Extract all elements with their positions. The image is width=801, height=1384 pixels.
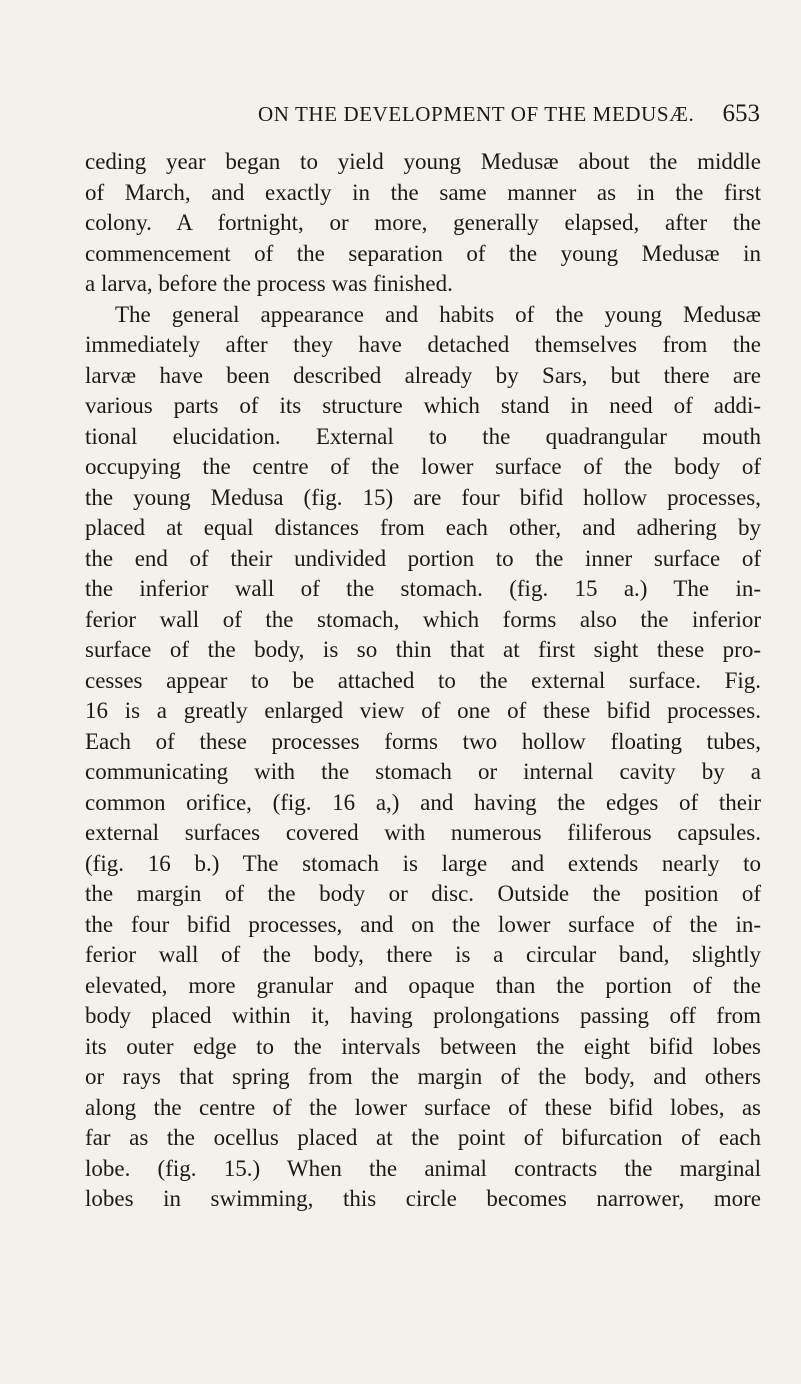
text-line: ferior wall of the body, there is a circular band, slightly <box>85 942 761 967</box>
text-line: tional elucidation. External to the quadrangular mouth <box>85 423 761 449</box>
text-line: lobes in swimming, this circle becomes narrower, more <box>85 1186 761 1211</box>
text-line: along the centre of the lower surface of these bifid lobes, as <box>85 1094 761 1120</box>
text-line: lobe. (fig. 15.) When the animal contracts the marginal <box>85 1155 761 1181</box>
text-line: its outer edge to the intervals between the eight bifid lobes <box>85 1033 761 1059</box>
text-line: the inferior wall of the stomach. (fig. 15 a.) The in- <box>85 576 761 601</box>
text-line: elevated, more granular and opaque than the portion of the <box>85 972 761 998</box>
text-line: Each of these processes forms two hollow floating tubes, <box>85 728 761 754</box>
page-number: 653 <box>722 100 760 127</box>
text-line: placed at equal distances from each other, and adhering by <box>85 515 761 540</box>
text-line: ferior wall of the stomach, which forms also the inferior <box>85 606 761 632</box>
body-text <box>85 147 761 1215</box>
text-line: of March, and exactly in the same manner as in the first <box>85 179 761 205</box>
text-line: the margin of the body or disc. Outside the position of <box>85 881 761 906</box>
running-title: ON THE DEVELOPMENT OF THE MEDUSÆ. <box>258 102 695 126</box>
text-line: external surfaces covered with numerous filiferous capsules. <box>85 820 761 845</box>
text-line: 16 is a greatly enlarged view of one of these bifid processes. <box>85 698 761 723</box>
text-line: communicating with the stomach or internal cavity by a <box>85 759 761 784</box>
text-line: occupying the centre of the lower surface of the body of <box>85 454 761 479</box>
text-line: a larva, before the process was finished. <box>85 271 453 296</box>
text-line: (fig. 16 b.) The stomach is large and extends nearly to <box>85 850 761 876</box>
text-line: commencement of the separation of the young Medusæ in <box>85 240 761 266</box>
text-line: cesses appear to be attached to the external surface. Fig. <box>85 667 761 693</box>
text-line: ceding year began to yield young Medusæ about the middle <box>85 149 761 174</box>
text-line: the young Medusa (fig. 15) are four bifid hollow processes, <box>85 484 761 510</box>
text-line: the end of their undivided portion to the inner surface of <box>85 545 761 571</box>
text-line: larvæ have been described already by Sars, but there are <box>85 362 761 388</box>
text-line: surface of the body, is so thin that at first sight these pro- <box>85 637 761 662</box>
text-line: The general appearance and habits of the young Medusæ <box>115 301 761 327</box>
text-line: body placed within it, having prolongations passing off from <box>85 1003 761 1028</box>
text-line: colony. A fortnight, or more, generally elapsed, after the <box>85 210 761 235</box>
running-head <box>0 98 801 130</box>
text-line: various parts of its structure which stand in need of addi- <box>85 393 761 418</box>
text-line: common orifice, (fig. 16 a,) and having the edges of their <box>85 789 761 815</box>
text-line: the four bifid processes, and on the lower surface of the in- <box>85 911 761 937</box>
text-line: immediately after they have detached themselves from the <box>85 332 761 357</box>
text-line: or rays that spring from the margin of the body, and others <box>85 1064 761 1089</box>
text-line: far as the ocellus placed at the point of bifurcation of each <box>85 1125 761 1150</box>
